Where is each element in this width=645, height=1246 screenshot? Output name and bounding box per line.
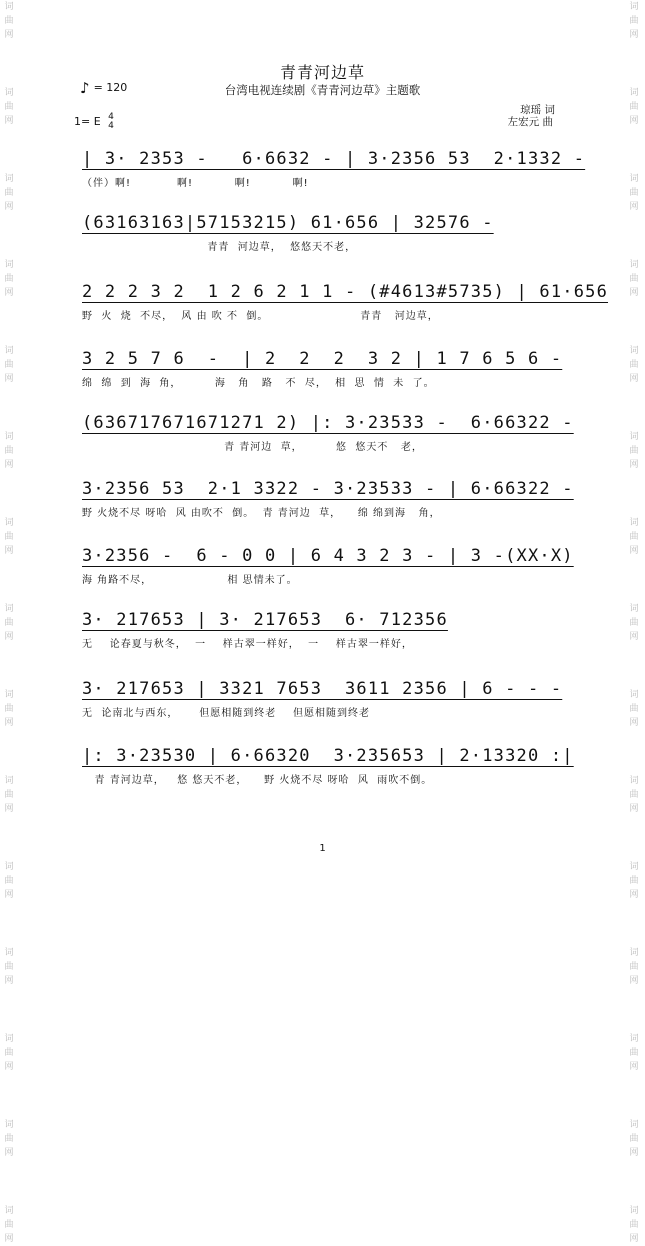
watermark-text: 词曲网 bbox=[4, 174, 14, 212]
score-row bbox=[82, 212, 572, 253]
score-row bbox=[82, 545, 572, 586]
watermark-text: 词曲网 bbox=[4, 690, 14, 728]
notation-line: 2 2 2 3 2 1 2 6 2 1 1 - (#4613#5735) | 61·656 bbox=[82, 282, 609, 302]
notation-line: | 3· 2353 - 6·6632 - | 3·2356 53 2·1332 - bbox=[82, 149, 586, 169]
watermark-text: 词曲网 bbox=[629, 776, 639, 814]
lyrics-line: 青青 河边草， 悠悠天不老， bbox=[82, 242, 357, 253]
notation-line: 3·2356 53 2·1 3322 - 3·23533 - | 6·66322 - bbox=[82, 479, 574, 499]
score-row bbox=[82, 745, 572, 786]
composer-credit: 左宏元 曲 bbox=[507, 116, 553, 128]
notation-line: 3· 217653 | 3321 7653 3611 2356 | 6 - - - bbox=[82, 679, 563, 699]
watermark-strip-left bbox=[2, 0, 16, 1244]
watermark-text: 词曲网 bbox=[4, 862, 14, 900]
time-sig-top: 4 bbox=[108, 112, 114, 122]
score-row bbox=[82, 609, 572, 650]
lyrics-line: 无 论南北与西东， 但愿相随到终老 但愿相随到终老 bbox=[82, 708, 370, 719]
eighth-note-icon: ♪ bbox=[80, 79, 90, 97]
score-row bbox=[82, 478, 572, 519]
watermark-text: 词曲网 bbox=[4, 2, 14, 40]
watermark-text: 词曲网 bbox=[629, 604, 639, 642]
lyrics-line: （伴）啊! 啊! 啊! 啊! bbox=[82, 178, 309, 189]
watermark-text: 词曲网 bbox=[629, 1206, 639, 1244]
song-title: 青青河边草 bbox=[279, 63, 365, 82]
watermark-text: 词曲网 bbox=[629, 432, 639, 470]
lyrics-line: 青 青河边草， 悠 悠天不老， 野 火烧不尽 呀哈 风 雨吹不倒。 bbox=[82, 775, 433, 786]
lyrics-line: 海 角路不尽， 相 思情未了。 bbox=[82, 575, 298, 586]
watermark-text: 词曲网 bbox=[629, 260, 639, 298]
key-signature bbox=[74, 113, 114, 131]
lyrics-line: 绵 绵 到 海 角， 海 角 路 不 尽， 相 思 情 未 了。 bbox=[82, 378, 435, 389]
watermark-text: 词曲网 bbox=[629, 1034, 639, 1072]
score-row bbox=[82, 348, 572, 389]
watermark-text: 词曲网 bbox=[4, 1120, 14, 1158]
song-subtitle: 台湾电视连续剧《青青河边草》主题歌 bbox=[224, 83, 421, 97]
watermark-text: 词曲网 bbox=[629, 518, 639, 556]
watermark-text: 词曲网 bbox=[4, 260, 14, 298]
watermark-text: 词曲网 bbox=[4, 948, 14, 986]
watermark-text: 词曲网 bbox=[629, 346, 639, 384]
lyrics-line: 野 火 烧 不尽， 风 由 吹 不 倒。 青青 河边草， bbox=[82, 311, 439, 322]
lyricist-credit: 琼瑶 词 bbox=[520, 104, 555, 116]
watermark-text: 词曲网 bbox=[4, 518, 14, 556]
lyrics-line: 青 青河边 草， 悠 悠天不 老， bbox=[82, 442, 423, 453]
notation-line: 3 2 5 7 6 - | 2 2 2 3 2 | 1 7 6 5 6 - bbox=[82, 349, 563, 369]
watermark-text: 词曲网 bbox=[4, 776, 14, 814]
watermark-text: 词曲网 bbox=[629, 948, 639, 986]
time-sig-bottom: 4 bbox=[108, 121, 114, 131]
watermark-text: 词曲网 bbox=[629, 2, 639, 40]
watermark-text: 词曲网 bbox=[629, 174, 639, 212]
time-signature bbox=[108, 113, 114, 131]
notation-line: (63163163|57153215) 61·656 | 32576 - bbox=[82, 213, 494, 233]
notation-line: (636717671671271 2) |: 3·23533 - 6·66322 - bbox=[82, 413, 574, 433]
watermark-text: 词曲网 bbox=[4, 432, 14, 470]
watermark-text: 词曲网 bbox=[4, 1206, 14, 1244]
watermark-text: 词曲网 bbox=[4, 346, 14, 384]
watermark-text: 词曲网 bbox=[629, 690, 639, 728]
tempo-marking bbox=[80, 79, 127, 97]
score-row bbox=[82, 678, 572, 719]
watermark-text: 词曲网 bbox=[629, 862, 639, 900]
watermark-text: 词曲网 bbox=[4, 88, 14, 126]
watermark-text: 词曲网 bbox=[4, 1034, 14, 1072]
watermark-text: 词曲网 bbox=[4, 604, 14, 642]
watermark-text: 词曲网 bbox=[629, 88, 639, 126]
lyrics-line: 无 论春夏与秋冬， 一 样古翠一样好， 一 样古翠一样好， bbox=[82, 639, 413, 650]
notation-line: 3· 217653 | 3· 217653 6· 712356 bbox=[82, 610, 448, 630]
score-row bbox=[82, 281, 609, 322]
notation-line: |: 3·23530 | 6·66320 3·235653 | 2·13320 :| bbox=[82, 746, 574, 766]
tempo-value: = 120 bbox=[93, 81, 128, 94]
page-number: 1 bbox=[319, 843, 326, 854]
watermark-strip-right bbox=[627, 0, 641, 1244]
lyrics-line: 野 火烧不尽 呀哈 风 由吹不 倒。 青 青河边 草， 绵 绵到海 角， bbox=[82, 508, 441, 519]
score-row bbox=[82, 148, 586, 189]
notation-line: 3·2356 - 6 - 0 0 | 6 4 3 2 3 - | 3 -(XX·X) bbox=[82, 546, 574, 566]
score-row bbox=[82, 412, 572, 453]
watermark-text: 词曲网 bbox=[629, 1120, 639, 1158]
key-label: 1= E bbox=[74, 115, 101, 128]
